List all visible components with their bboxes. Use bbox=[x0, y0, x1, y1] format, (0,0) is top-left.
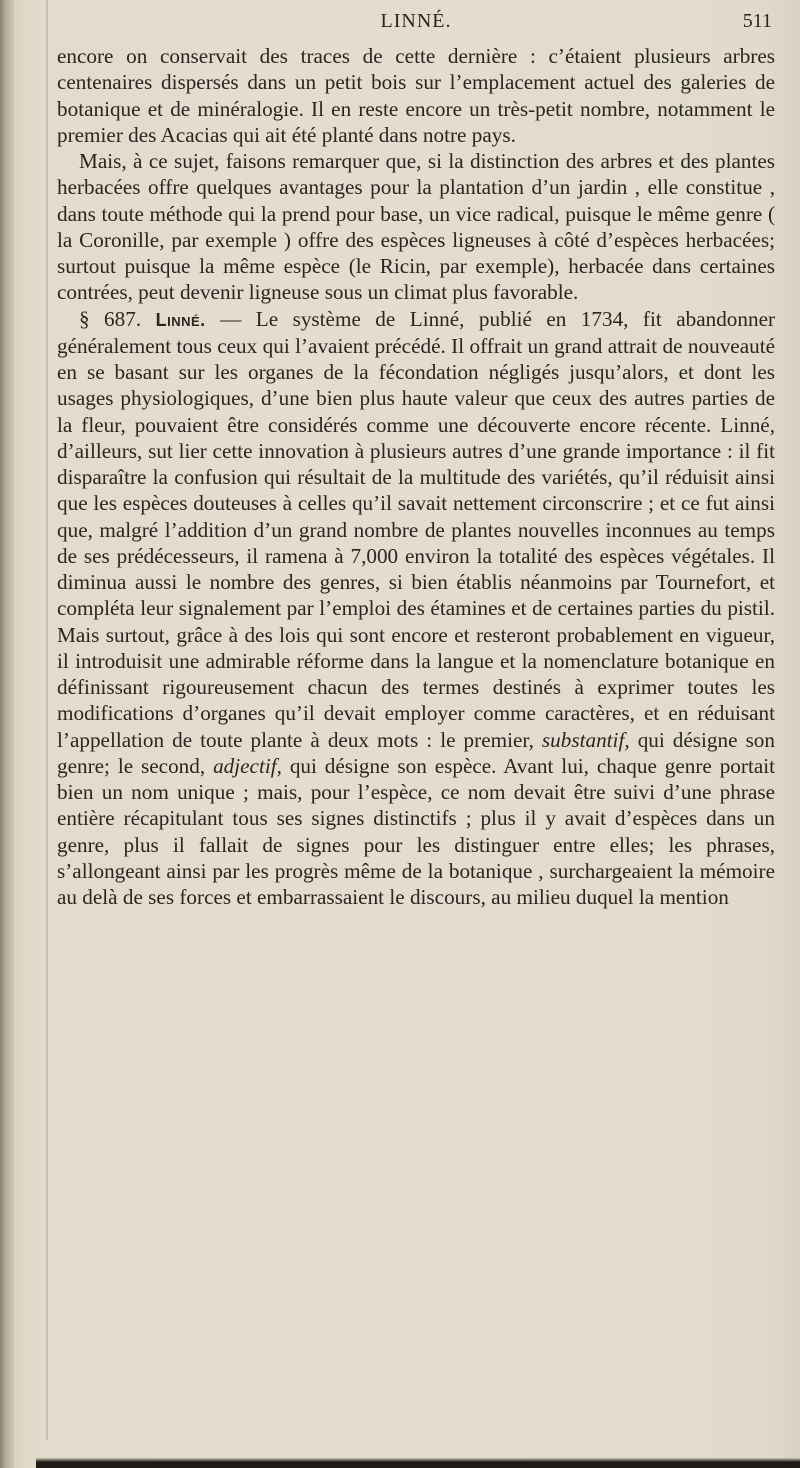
paragraph-trees-herbaceous: Mais, à ce sujet, faisons remarquer que, si la distinction des arbres et des plantes herbacées offre quelques avantages pour la plantation d’un jardin , elle constitue , dans toute méthode qui la prend pour base, un vice radical, puisque le même genre ( la Coronille, par exemple ) offre des espèces ligneuses à côté d’espèces herbacées; surtout puisque la même espèce (le Ricin, par exemple), herbacée dans certaines contrées, peut devenir ligneuse sous un climat plus favorable. bbox=[57, 149, 775, 305]
paragraph-linne-system bbox=[57, 306, 775, 911]
paragraph-continued: encore on conservait des traces de cette dernière : c’étaient plusieurs arbres centenaires dispersés dans un petit bois sur l’emplacement actuel des galeries de botanique et de minéralogie. Il en reste encore un très-petit nombre, notamment le premier des Acacias qui ait été planté dans notre pays. bbox=[57, 44, 775, 147]
paragraph-text-part-a: — Le système de Linné, publié en 1734, fit abandonner généralement tous ceux qui l’avaient précédé. Il offrait un grand attrait de nouveauté en se basant sur les organes de la fécondation négligés jusqu’alors, et dont les usages physiologiques, d’une bien plus haute valeur que ceux des autres parties de la fleur, pouvaient être considérés comme une découverte encore récente. Linné, d’ailleurs, sut lier cette innovation à plusieurs autres d’une grande importance : il fit disparaître la confusion qui résultait de la multitude des variétés, qu’il réduisit ainsi que les espèces douteuses à celles qu’il savait nettement circonscrire ; et ce fut ainsi que, malgré l’addition d’un grand nombre de plantes nouvelles inconnues au temps de ses prédécesseurs, il ramena à 7,000 environ la totalité des espèces végétales. Il diminua aussi le nombre des genres, si bien établis néanmoins par Tournefort, et compléta leur signalement par l’emploi des étamines et de certaines parties du pistil. Mais surtout, grâce à des lois qui sont encore et resteront probablement en vigueur, il introduisit une admirable réforme dans la langue et la nomenclature botanique en définissant rigoureusement chacun des termes destinés à exprimer toutes les modifications d’organes qu’il devait employer comme caractères, et en réduisant l’appellation de toute plante à deux mots : le premier, bbox=[57, 306, 776, 752]
binding-gutter bbox=[0, 0, 14, 1468]
paragraph-text-part-b: qui désigne son genre; le second, bbox=[57, 727, 775, 778]
running-title: LINNÉ. bbox=[380, 10, 452, 32]
gutter-shadow-line bbox=[46, 0, 48, 1440]
section-number: § 687. bbox=[79, 306, 142, 331]
page-number: 511 bbox=[742, 10, 772, 32]
page-bottom-edge bbox=[36, 1458, 800, 1468]
body-text bbox=[57, 43, 775, 910]
paragraph-text-part-c: qui désigne son espèce. Avant lui, chaque genre portait bien un nom unique ; mais, pour l’espèce, ce nom devait être suivi d’une phrase entière récapitulant tous ses signes distinctifs ; plus il y avait d’espèces dans un genre, plus il fallait de signes pour les distinguer entre elles; les phrases, s’allongeant ainsi par les progrès même de la botanique , surchargeaient la mémoire au delà de ses forces et embarrassaient le discours, au milieu duquel la mention bbox=[57, 753, 776, 909]
term-substantif: substantif, bbox=[541, 727, 630, 752]
term-adjectif: adjectif, bbox=[213, 753, 282, 778]
section-heading-linne: Linné. bbox=[155, 309, 206, 330]
page-header bbox=[60, 4, 772, 38]
